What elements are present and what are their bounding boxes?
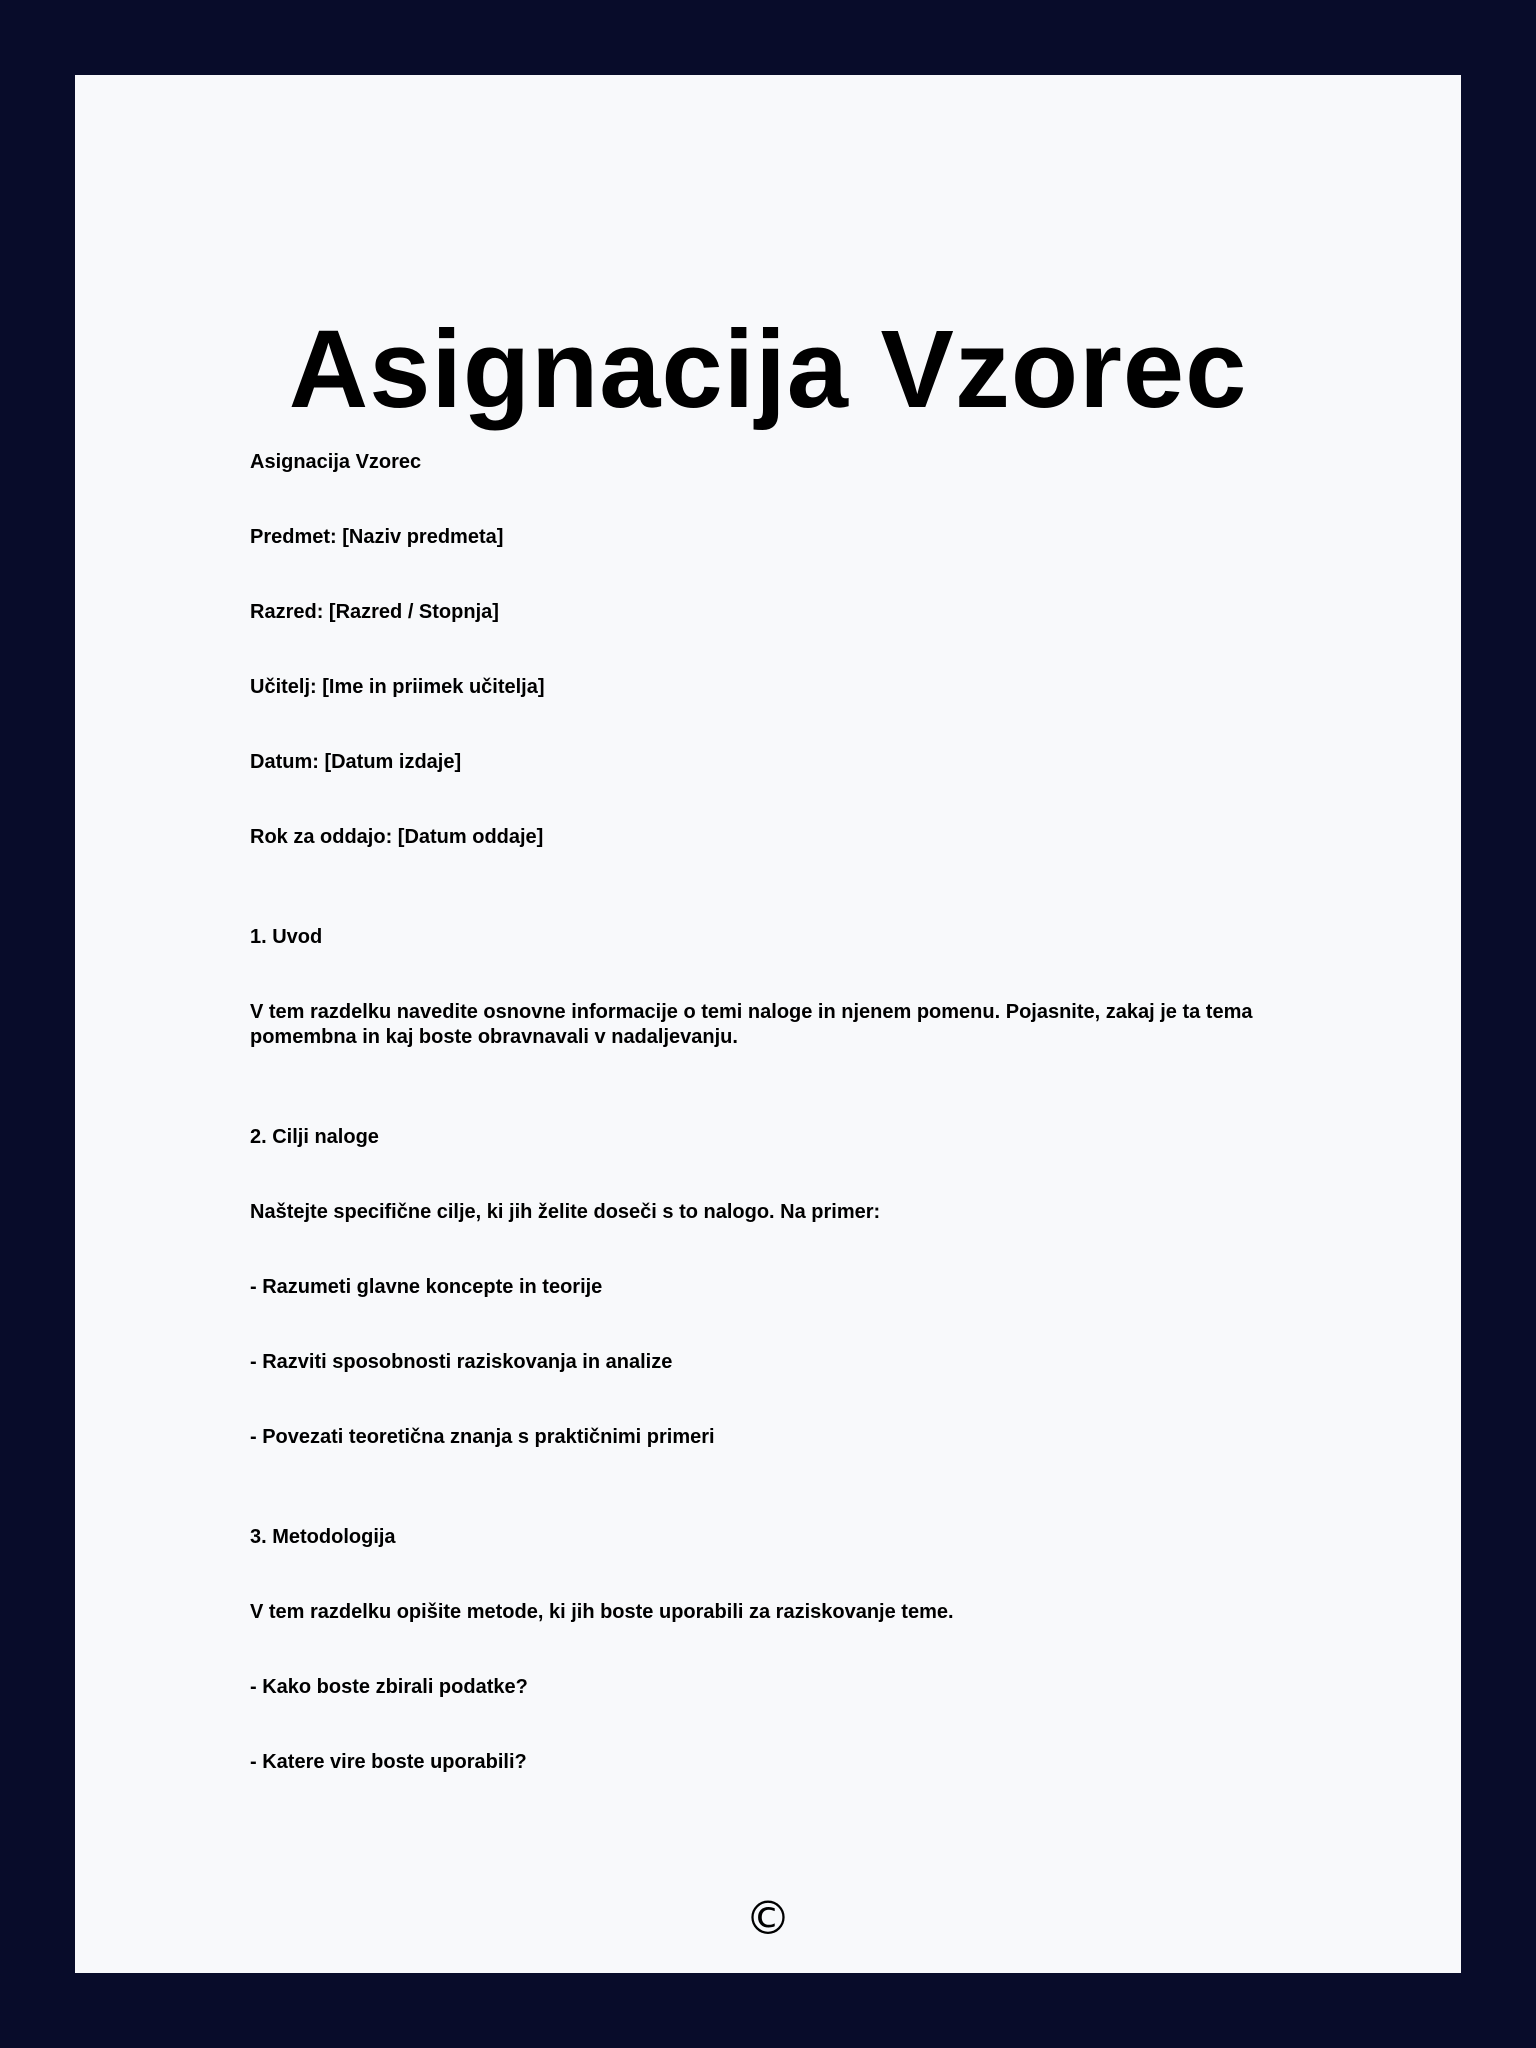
section-3-intro: V tem razdelku opišite metode, ki jih boste uporabili za raziskovanje teme. [250,1601,954,1623]
header-line-deadline: Rok za oddajo: [Datum oddaje] [250,826,544,848]
section-2-item: - Razviti sposobnosti raziskovanja in analize [250,1351,673,1373]
section-3-item: - Katere vire boste uporabili? [250,1751,527,1773]
header-line-grade: Razred: [Razred / Stopnja] [250,601,499,623]
section-2-heading: 2. Cilji naloge [250,1126,379,1148]
header-line-teacher: Učitelj: [Ime in priimek učitelja] [250,676,545,698]
document-content [250,450,1350,1775]
document-title: Asignacija Vzorec [288,308,1248,431]
section-3-heading: 3. Metodologija [250,1526,396,1548]
header-line-subject: Predmet: [Naziv predmeta] [250,526,504,548]
copyright-icon: © [745,1891,791,1945]
header-line-title: Asignacija Vzorec [250,451,422,473]
section-2-item: - Povezati teoretična znanja s praktičnimi primeri [250,1426,715,1448]
header-fields [250,450,1350,850]
section-2-intro: Naštejte specifične cilje, ki jih želite doseči s to nalogo. Na primer: [250,1201,881,1223]
section-2-item: - Razumeti glavne koncepte in teorije [250,1276,603,1298]
document-page [75,75,1461,1973]
section-3-item: - Kako boste zbirali podatke? [250,1676,528,1698]
section-1-heading: 1. Uvod [250,926,323,948]
section-1-body: V tem razdelku navedite osnovne informacije o temi naloge in njenem pomenu. Pojasnite, zakaj je ta tema pomembna in kaj boste obravnavali v nadaljevanju. [250,1001,1253,1048]
header-line-date: Datum: [Datum izdaje] [250,751,462,773]
